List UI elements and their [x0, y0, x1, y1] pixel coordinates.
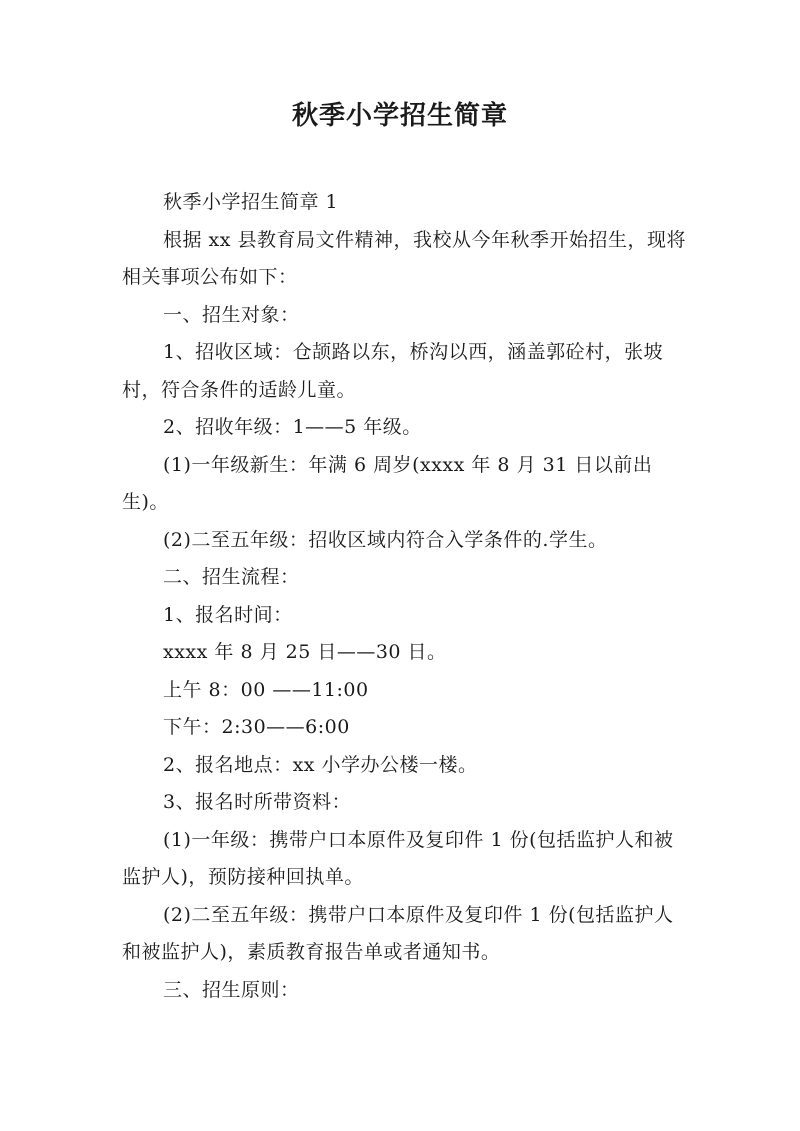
paragraph-materials: 3、报名时所带资料： — [163, 791, 352, 813]
paragraph-registration-time: 1、报名时间： — [163, 603, 293, 626]
paragraph-first-grade: (1)一年级新生：年满 6 周岁(xxxx 年 8 月 31 日以前出生)。 — [122, 453, 653, 513]
paragraph-area: 1、招收区域：仓颉路以东，桥沟以西，涵盖郭砼村，张坡村，符合条件的适龄儿童。 — [122, 341, 664, 401]
paragraph-other-grades: (2)二至五年级：招收区域内符合入学条件的.学生。 — [163, 528, 608, 551]
paragraph-materials-first-grade: (1)一年级：携带户口本原件及复印件 1 份(包括监护人和被监护人)，预防接种回执单。 — [122, 828, 674, 888]
section-heading-targets: 一、招生对象： — [163, 303, 300, 326]
document-title: 秋季小学招生简章 — [291, 101, 508, 131]
paragraph-intro: 根据 xx 县教育局文件精神，我校从今年秋季开始招生，现将相关事项公布如下： — [122, 228, 687, 288]
paragraph-morning-hours: 上午 8：00 ——11:00 — [163, 678, 369, 701]
paragraph-afternoon-hours: 下午：2:30——6:00 — [163, 716, 350, 738]
paragraph-materials-other-grades: (2)二至五年级：携带户口本原件及复印件 1 份(包括监护人和被监护人)，素质教育报告单或者通知书。 — [122, 903, 674, 963]
paragraph-registration-place: 2、报名地点：xx 小学办公楼一楼。 — [163, 753, 478, 776]
section-heading-process: 二、招生流程： — [163, 566, 300, 588]
paragraph-date-range: xxxx 年 8 月 25 日——30 日。 — [163, 641, 447, 663]
paragraph-heading-sub: 秋季小学招生简章 1 — [163, 191, 339, 213]
section-heading-principles: 三、招生原则： — [163, 978, 300, 1001]
document-body — [122, 184, 692, 1009]
paragraph-grades: 2、招收年级：1——5 年级。 — [163, 416, 422, 438]
